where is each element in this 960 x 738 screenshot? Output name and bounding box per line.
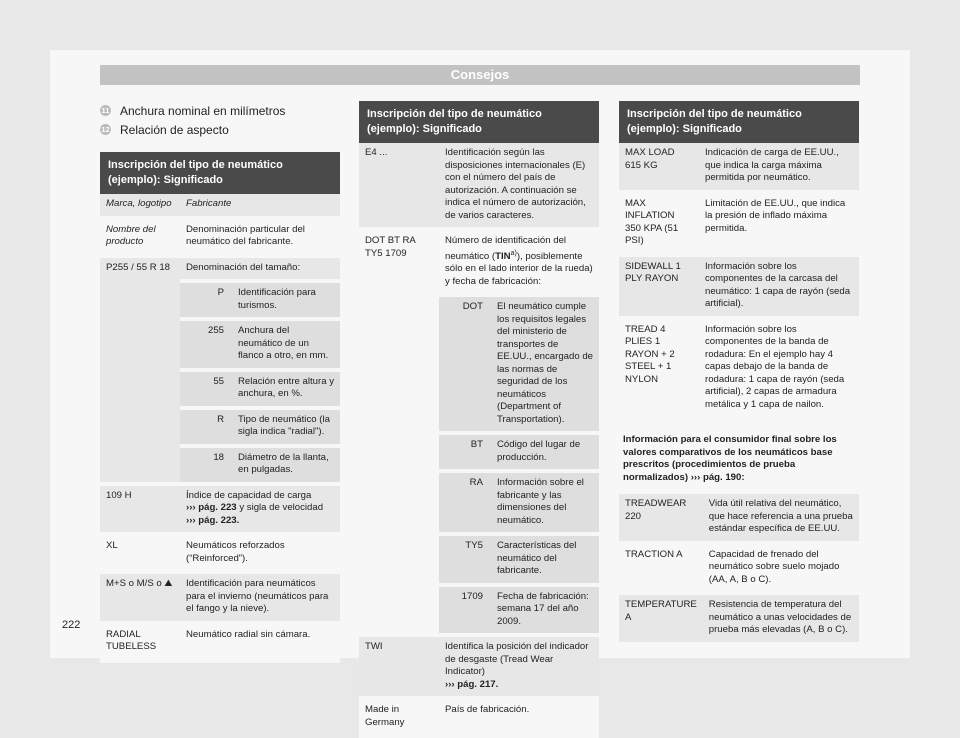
cell-key: Nombre del producto bbox=[100, 220, 180, 258]
table-row bbox=[100, 194, 340, 220]
table-row bbox=[619, 257, 859, 320]
snowflake-icon: ⛰ bbox=[164, 578, 173, 589]
table-row bbox=[619, 494, 859, 545]
cell-subkey: 55 bbox=[180, 372, 232, 410]
cell-value: Neumático radial sin cámara. bbox=[180, 625, 340, 663]
cell-value: Indicación de carga de EE.UU., que indica la carga máxima permitida por neumático. bbox=[699, 143, 859, 194]
cell-subkey: 1709 bbox=[439, 587, 491, 638]
page-link[interactable]: ››› pág. 190: bbox=[688, 471, 745, 483]
cell-value: Vida útil relativa del neumático, que hace referencia a una prueba estándar específica de EE.UU. bbox=[703, 494, 859, 545]
cell-subkey: BT bbox=[439, 435, 491, 473]
cell-key: Made in Germany bbox=[359, 700, 439, 738]
manual-page bbox=[50, 50, 910, 728]
table-row bbox=[100, 574, 340, 625]
cell-value: Número de identificación del neumático (TIN$^{a)}$), posiblemente sólo en el lado interior de la rueda) y fecha de fabricación: bbox=[439, 231, 599, 297]
cell-subkey: 18 bbox=[180, 448, 232, 486]
cell-value: Información sobre los componentes de la carcasa del neumático: 1 capa de rayón (seda artificial). bbox=[699, 257, 859, 320]
cell-key: XL bbox=[100, 536, 180, 574]
consumer-info-heading: Información para el consumidor final sobre los valores comparativos de los neumáticos base prescritos (procedimientos de prueba normalizados) ››› pág. 190: bbox=[623, 434, 837, 483]
table-row bbox=[359, 637, 599, 700]
callout-badge: 12 bbox=[101, 124, 110, 134]
cell-subkey: 255 bbox=[180, 321, 232, 372]
page-link[interactable]: ››› pág. 223. bbox=[186, 514, 240, 526]
legend bbox=[100, 101, 340, 139]
page-link[interactable]: ››› pág. 223 bbox=[186, 502, 237, 513]
cell-value: Anchura del neumático de un flanco a otro, en mm. bbox=[232, 321, 340, 372]
cell-subkey: RA bbox=[439, 473, 491, 536]
table-row bbox=[100, 625, 340, 663]
table-row bbox=[619, 595, 859, 646]
cell-value: Información sobre los componentes de la banda de rodadura: En el ejemplo hay 4 capas debajo de la banda de rodadura: 1 capa de rayón (seda artificial), 2 capas de armadura metálica y 1 capa de nailon. bbox=[699, 320, 859, 421]
cell-key: SIDEWALL 1 PLY RAYON bbox=[619, 257, 699, 320]
legend-item bbox=[100, 120, 340, 139]
cell-key: TREAD 4 PLIES 1 RAYON + 2 STEEL + 1 NYLON bbox=[619, 320, 699, 421]
cell-value: Fabricante bbox=[180, 194, 340, 220]
cell-value: Resistencia de temperatura del neumático a unas velocidades de prueba más elevadas (A, B o C). bbox=[703, 595, 859, 646]
table-row bbox=[359, 700, 599, 738]
cell-value: Fecha de fabricación: semana 17 del año 2009. bbox=[491, 587, 599, 638]
cell-key: MAX INFLATION 350 KPA (51 PSI) bbox=[619, 194, 699, 257]
cell-value: Relación entre altura y anchura, en %. bbox=[232, 372, 340, 410]
tire-table-3 bbox=[619, 143, 859, 420]
tire-table-2 bbox=[359, 143, 599, 738]
cell-subkey: R bbox=[180, 410, 232, 448]
legend-item bbox=[100, 101, 340, 120]
cell-key: M+S o M/S o ⛰ bbox=[100, 574, 180, 625]
cell-value: El neumático cumple los requisitos legales del ministerio de transportes de EE.UU., encargado de las normas de seguridad de los neumáticos (Department of Transportation). bbox=[491, 297, 599, 435]
table-row bbox=[359, 231, 599, 297]
cell-value: Identifica la posición del indicador de desgaste (Tread Wear Indicator) ››› pág. 217. bbox=[439, 637, 599, 700]
tire-table-1 bbox=[100, 194, 340, 663]
cell-value: Capacidad de frenado del neumático sobre suelo mojado (AA, A, B o C). bbox=[703, 545, 859, 596]
table-row bbox=[100, 258, 340, 284]
cell-value: Neumáticos reforzados (“Reinforced”). bbox=[180, 536, 340, 574]
cell-subkey: DOT bbox=[439, 297, 491, 435]
cell-value: Código del lugar de producción. bbox=[491, 435, 599, 473]
cell-value: País de fabricación. bbox=[439, 700, 599, 738]
cell-value: Índice de capacidad de carga ››› pág. 223 y sigla de velocidad ››› pág. 223. bbox=[180, 486, 340, 537]
cell-value: Información sobre el fabricante y las dimensiones del neumático. bbox=[491, 473, 599, 536]
cell-value: Denominación particular del neumático del fabricante. bbox=[180, 220, 340, 258]
cell-value: Diámetro de la llanta, en pulgadas. bbox=[232, 448, 340, 486]
tire-table-4 bbox=[619, 494, 859, 646]
cell-value: Identificación para turismos. bbox=[232, 283, 340, 321]
cell-key: P255 / 55 R 18 bbox=[100, 258, 180, 486]
cell-key: TRACTION A bbox=[619, 545, 703, 596]
cell-subkey: TY5 bbox=[439, 536, 491, 587]
column-2 bbox=[359, 101, 599, 738]
cell-subkey: P bbox=[180, 283, 232, 321]
cell-key: MAX LOAD 615 KG bbox=[619, 143, 699, 194]
table-row bbox=[619, 194, 859, 257]
cell-key: Marca, logotipo bbox=[100, 194, 180, 220]
legend-text: Relación de aspecto bbox=[120, 122, 229, 137]
callout-badge: 11 bbox=[101, 105, 110, 115]
table-row bbox=[359, 143, 599, 231]
cell-value: Identificación para neumáticos para el invierno (neumáticos para el fango y la nieve). bbox=[180, 574, 340, 625]
cell-value: Identificación según las disposiciones internacionales (E) con el número del país de autorización. A continuación se indica el número de autorización, de varios caracteres. bbox=[439, 143, 599, 231]
cell-value: Tipo de neumático (la sigla indica "radial"). bbox=[232, 410, 340, 448]
table-row bbox=[100, 486, 340, 537]
table-row bbox=[619, 143, 859, 194]
legend-text: Anchura nominal en milímetros bbox=[120, 103, 286, 118]
page-link[interactable]: ››› pág. 217. bbox=[445, 678, 499, 690]
cell-value: Características del neumático del fabricante. bbox=[491, 536, 599, 587]
table-row bbox=[619, 320, 859, 421]
column-1 bbox=[100, 101, 340, 663]
table-row bbox=[619, 545, 859, 596]
page-number: 222 bbox=[62, 619, 81, 631]
cell-key: 109 H bbox=[100, 486, 180, 537]
cell-key: TWI bbox=[359, 637, 439, 700]
cell-key: DOT BT RA TY5 1709 bbox=[359, 231, 439, 637]
table-row bbox=[100, 220, 340, 258]
table-title: Inscripción del tipo de neumático (ejemplo): Significado bbox=[619, 101, 859, 143]
table-title: Inscripción del tipo de neumático (ejemplo): Significado bbox=[100, 152, 340, 194]
table-title: Inscripción del tipo de neumático (ejemplo): Significado bbox=[359, 101, 599, 143]
cell-key: E4 ... bbox=[359, 143, 439, 231]
cell-key: TEMPERATURE A bbox=[619, 595, 703, 646]
cell-key: TREADWEAR 220 bbox=[619, 494, 703, 545]
cell-key: RADIAL TUBELESS bbox=[100, 625, 180, 663]
section-header: Consejos bbox=[100, 65, 860, 85]
column-3 bbox=[619, 101, 859, 646]
cell-value: Denominación del tamaño: bbox=[180, 258, 340, 284]
cell-value: Limitación de EE.UU., que indica la presión de inflado máxima permitida. bbox=[699, 194, 859, 257]
table-row bbox=[100, 536, 340, 574]
